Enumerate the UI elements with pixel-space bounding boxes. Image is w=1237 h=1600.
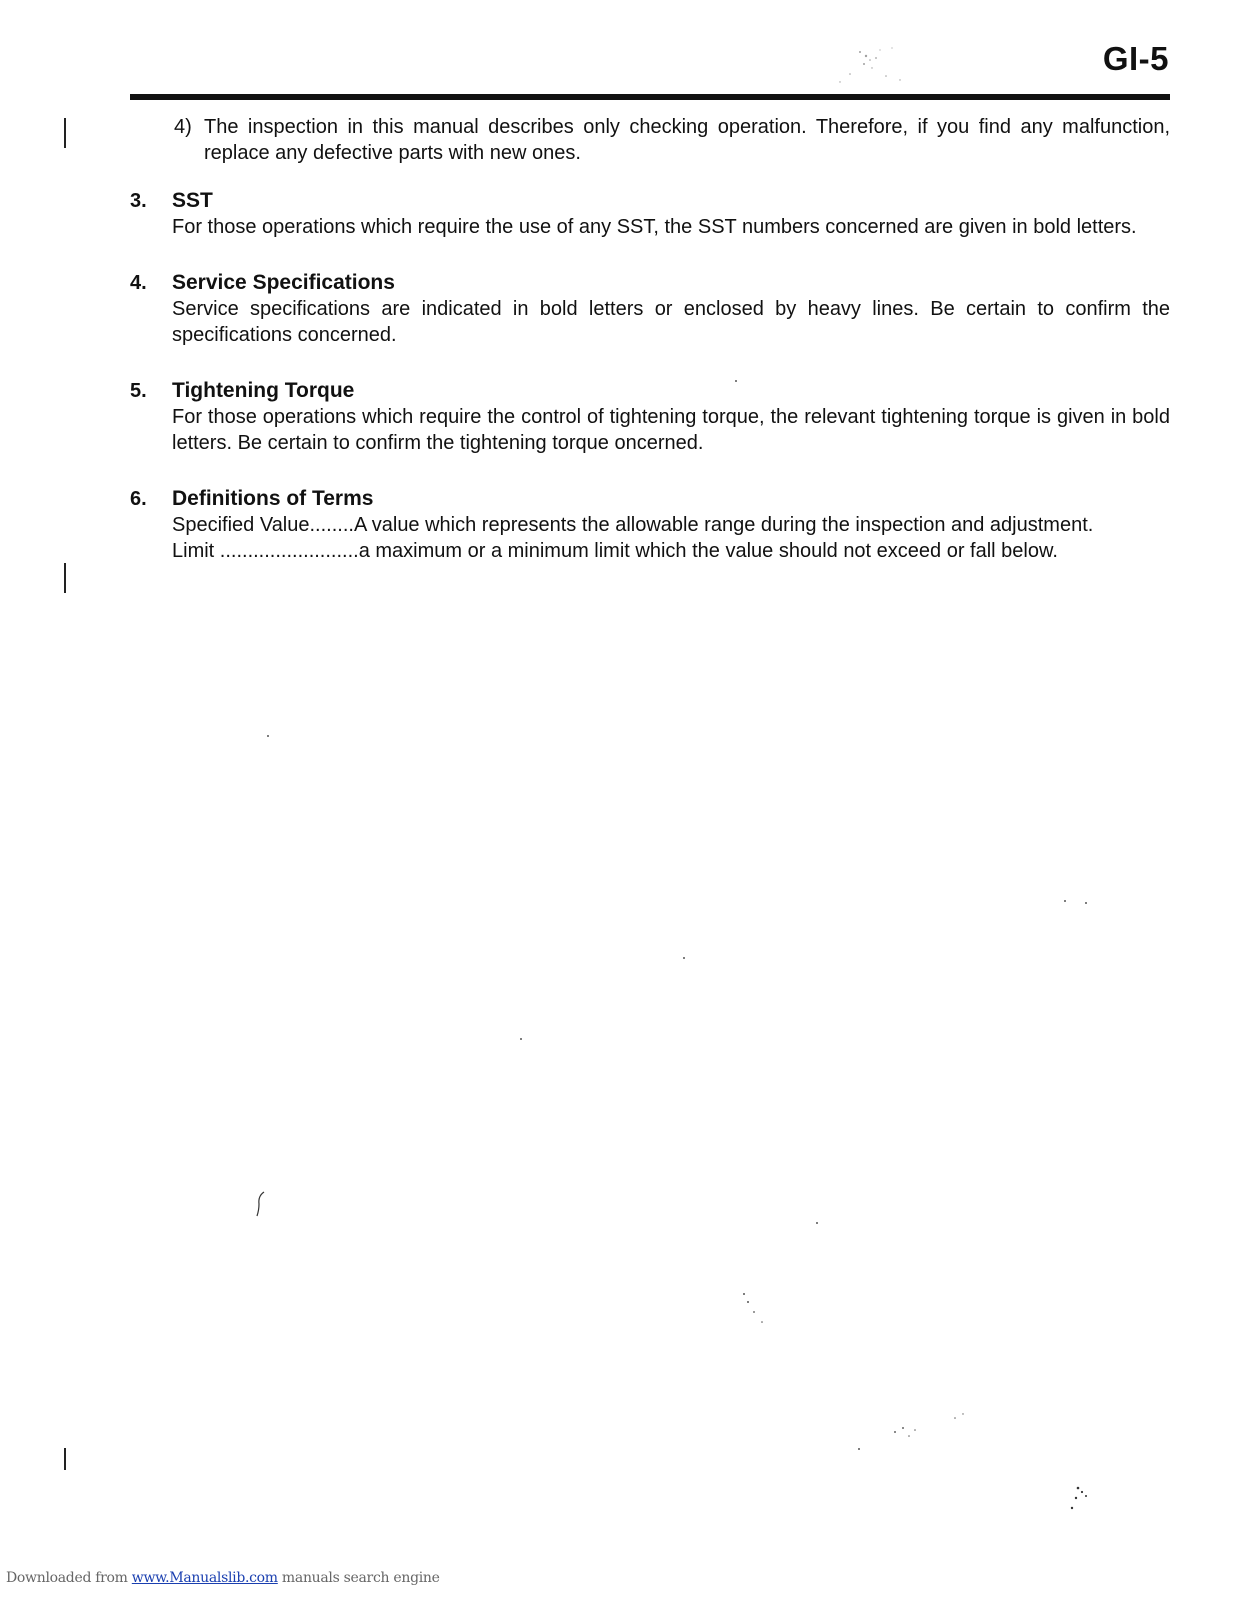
scan-speck: [683, 957, 685, 959]
scan-speck: [267, 735, 269, 737]
scan-mark: [740, 1290, 770, 1330]
scan-speck: [816, 1222, 818, 1224]
scan-noise-header: [830, 44, 920, 88]
section-heading: Definitions of Terms: [172, 487, 374, 510]
footer-prefix: Downloaded from: [6, 1570, 132, 1586]
page-number: GI-5: [1102, 40, 1169, 77]
section-number: 6.: [130, 488, 147, 510]
scan-speck: [520, 1038, 522, 1040]
section-number: 5.: [130, 380, 147, 402]
definition-term: Specified Value........: [172, 514, 354, 536]
section-number: 4.: [130, 272, 147, 294]
section-heading: SST: [172, 189, 213, 212]
footer-suffix: manuals search engine: [277, 1570, 440, 1586]
scan-speck: [858, 1448, 860, 1450]
change-bar: [64, 118, 66, 148]
definition-description: A value which represents the allowable range during the inspection and adjustment.: [353, 514, 1094, 536]
change-bar: [64, 563, 66, 593]
change-bar: [64, 1448, 66, 1470]
definition-description: a maximum or a minimum limit which the value should not exceed or fall below.: [358, 540, 1058, 562]
scan-mark: [1066, 1478, 1096, 1518]
section-tightening-torque: [130, 378, 1170, 456]
scan-speck: [1064, 900, 1066, 902]
list-item-4-sub: [130, 114, 1170, 166]
footer-link[interactable]: www.Manualslib.com: [131, 1570, 278, 1586]
scan-speck: [1085, 902, 1087, 904]
list-marker: 4): [174, 116, 192, 138]
section-number: 3.: [130, 190, 147, 212]
section-service-specifications: [130, 270, 1170, 348]
definition-specified-value: [130, 512, 1170, 538]
definition-limit: [130, 538, 1170, 564]
section-body: Service specifications are indicated in bold letters or enclosed by heavy lines. Be certain to confirm the specifications concerned.: [172, 298, 1170, 346]
document-body: [130, 114, 1170, 594]
section-heading: Service Specifications: [172, 271, 395, 294]
definition-term: Limit .........................: [172, 540, 359, 562]
scan-speck: [735, 380, 737, 382]
header-rule: [130, 94, 1170, 100]
list-item-text: The inspection in this manual describes only checking operation. Therefore, if you find any malfunction, replace any defective parts with new ones.: [204, 116, 1170, 164]
section-definitions: [130, 486, 1170, 564]
section-body: For those operations which require the control of tightening torque, the relevant tightening torque is given in bold letters. Be certain to confirm the tightening torque oncerned.: [172, 406, 1170, 454]
section-body: For those operations which require the use of any SST, the SST numbers concerned are given in bold letters.: [172, 216, 1137, 238]
section-sst: [130, 188, 1170, 240]
footer-attribution: [6, 1570, 440, 1586]
scan-mark: [885, 1410, 975, 1450]
scan-mark: [254, 1190, 268, 1218]
section-heading: Tightening Torque: [172, 379, 355, 402]
